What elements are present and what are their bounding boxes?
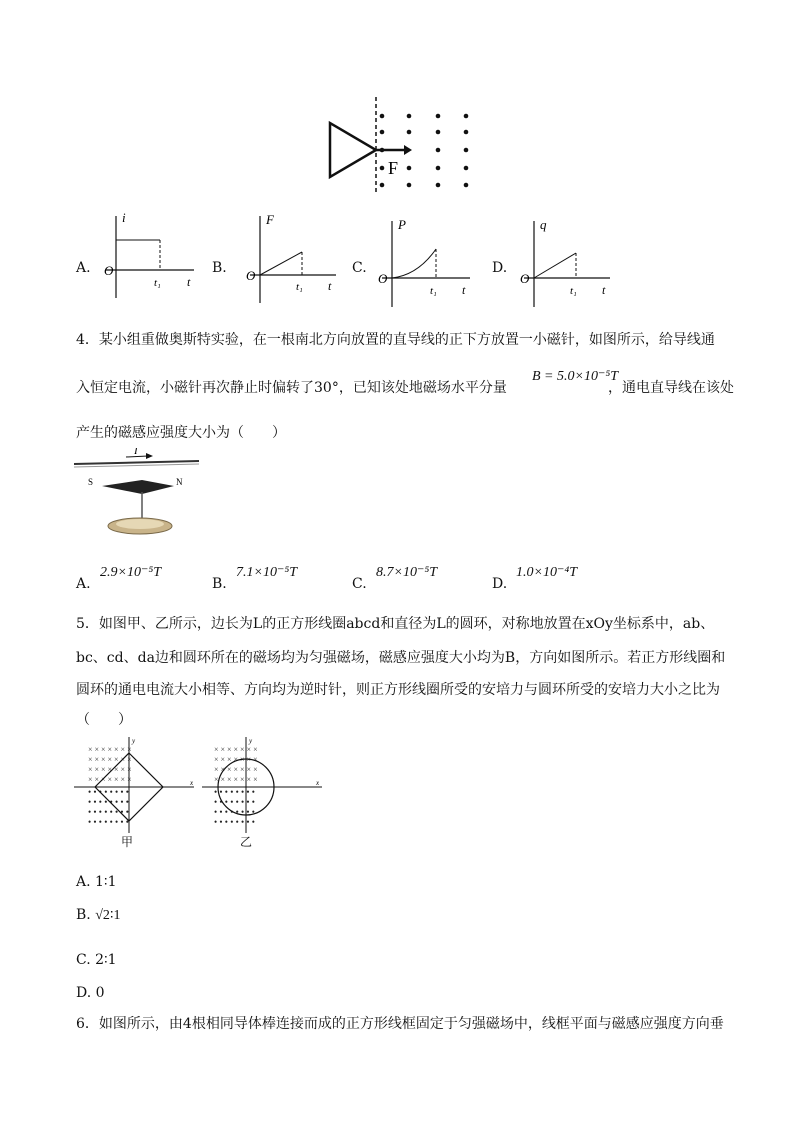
compass-figure <box>74 448 200 540</box>
q4-line2b: ，通电直导线在该处 <box>608 380 734 396</box>
north-label: N <box>176 477 183 487</box>
q5-line3: 圆环的通电电流大小相等、方向均为逆时针，则正方形线圈所受的安培力与圆环所受的安培力大小之比为 <box>76 682 720 698</box>
svg-text:• • • • • • • •: • • • • • • • • <box>214 787 255 797</box>
q5-option-b: B. √2∶1 <box>76 907 121 923</box>
svg-text:× × × × × × ×: × × × × × × × <box>214 745 258 754</box>
q4-formula: B = 5.0×10⁻⁵T <box>532 369 618 384</box>
q4-option-a: 2.9×10⁻⁵T <box>100 565 161 580</box>
compass-needle <box>102 480 174 494</box>
figure-yi-label: 乙 <box>240 835 253 849</box>
svg-text:t: t <box>462 283 466 297</box>
svg-text:y: y <box>249 737 253 745</box>
q4-line3: 产生的磁感应强度大小为（ ） <box>76 425 286 441</box>
svg-text:O: O <box>378 271 388 286</box>
figure-jia-label: 甲 <box>121 835 134 849</box>
svg-text:t₁: t₁ <box>570 285 577 297</box>
current-label: I <box>134 448 138 457</box>
svg-text:• • • • • • • •: • • • • • • • • <box>214 797 255 807</box>
svg-text:t₁: t₁ <box>154 277 161 289</box>
svg-text:• • • • • • • •: • • • • • • • • <box>214 817 255 827</box>
svg-text:t: t <box>602 283 606 297</box>
field-figure <box>320 95 480 195</box>
q4-option-b-letter: B. <box>212 576 227 592</box>
svg-text:F: F <box>266 212 274 227</box>
q5-option-a: A. 1∶1 <box>76 874 117 890</box>
south-label: S <box>88 477 94 487</box>
svg-text:t: t <box>187 275 191 289</box>
svg-text:x: x <box>190 779 194 787</box>
q4-line2a: 入恒定电流，小磁针再次静止时偏转了30°，已知该处地磁场水平分量 <box>76 380 507 396</box>
svg-text:• • • • • • • •: • • • • • • • • <box>88 817 129 827</box>
option-d-letter: D. <box>492 260 508 276</box>
graph-d <box>518 215 613 310</box>
triangle-frame <box>330 123 376 177</box>
svg-text:x: x <box>316 779 320 787</box>
svg-text:• • • • • • • •: • • • • • • • • <box>88 807 129 817</box>
q4-line1: 4．某小组重做奥斯特实验，在一根南北方向放置的直导线的正下方放置一小磁针，如图所示，给导线通 <box>76 332 715 348</box>
graph-a <box>102 210 197 300</box>
q4-option-d-letter: D. <box>492 576 508 592</box>
svg-text:i: i <box>122 210 126 225</box>
q5-line4: （ ） <box>76 712 132 728</box>
svg-text:• • • • • • • •: • • • • • • • • <box>88 797 129 807</box>
q6-line1: 6．如图所示，由4根相同导体棒连接而成的正方形线框固定于匀强磁场中，线框平面与磁感应强度方向垂 <box>76 1016 724 1032</box>
graph-b <box>244 210 339 305</box>
q4-option-b: 7.1×10⁻⁵T <box>236 565 297 580</box>
svg-text:× × × × × × ×: × × × × × × × <box>88 775 132 784</box>
cross-marks <box>88 745 132 784</box>
q4-option-d: 1.0×10⁻⁴T <box>516 565 577 580</box>
force-label: F <box>388 158 399 178</box>
svg-text:O: O <box>520 271 530 286</box>
q4-option-a-letter: A. <box>76 576 91 592</box>
option-a-letter: A. <box>76 260 91 276</box>
svg-text:t₁: t₁ <box>430 285 437 297</box>
svg-text:• • • • • • • •: • • • • • • • • <box>214 807 255 817</box>
svg-text:t₁: t₁ <box>296 281 303 293</box>
svg-text:O: O <box>104 263 114 278</box>
q4-option-c-letter: C. <box>352 576 367 592</box>
q5-option-d: D. 0 <box>76 985 105 1001</box>
q5-option-c: C. 2∶1 <box>76 952 117 968</box>
graph-c <box>378 215 473 310</box>
svg-text:P: P <box>398 217 406 232</box>
figure-jia <box>74 735 196 835</box>
svg-text:O: O <box>246 268 256 283</box>
svg-text:× × × × × × ×: × × × × × × × <box>214 765 258 774</box>
option-b-letter: B. <box>212 260 227 276</box>
svg-text:× × × × × × ×: × × × × × × × <box>88 755 132 764</box>
dot-marks <box>88 787 129 827</box>
svg-text:× × × × × × ×: × × × × × × × <box>88 765 132 774</box>
svg-text:× × × × × × ×: × × × × × × × <box>214 775 258 784</box>
svg-text:× × × × × × ×: × × × × × × × <box>88 745 132 754</box>
q4-option-c: 8.7×10⁻⁵T <box>376 565 437 580</box>
svg-text:• • • • • • • •: • • • • • • • • <box>88 787 129 797</box>
svg-text:t: t <box>328 279 332 293</box>
svg-text:y: y <box>132 737 136 745</box>
svg-text:q: q <box>540 217 547 232</box>
wire <box>74 461 199 464</box>
option-c-letter: C. <box>352 260 367 276</box>
q5-line2: bc、cd、da边和圆环所在的磁场均为匀强磁场，磁感应强度大小均为B，方向如图所示。若正方形线圈和 <box>76 650 726 666</box>
q5-line1: 5．如图甲、乙所示，边长为L的正方形线圈abcd和直径为L的圆环，对称地放置在xOy坐标系中，ab、 <box>76 616 715 632</box>
svg-text:× × × × × × ×: × × × × × × × <box>214 755 258 764</box>
figure-yi <box>202 735 324 835</box>
